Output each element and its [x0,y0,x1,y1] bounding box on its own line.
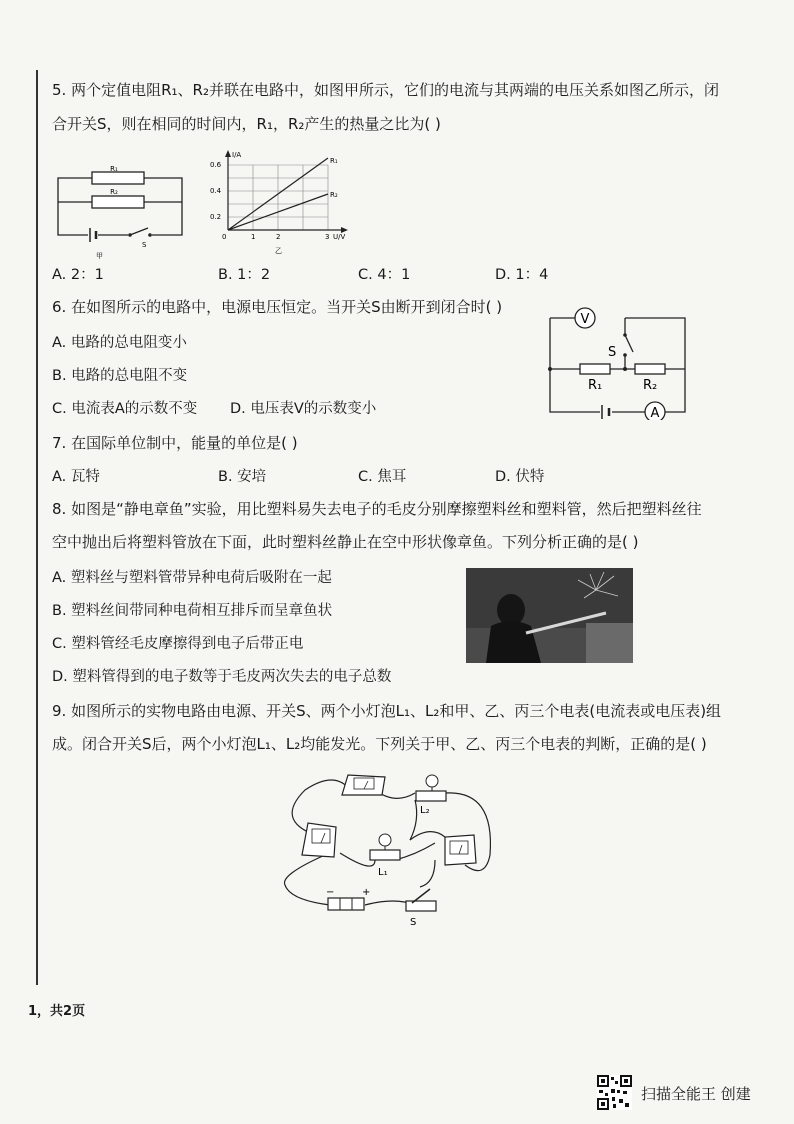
q7-line-1: 7. 在国际单位制中，能量的单位是( ) [52,434,298,452]
switch-icon [406,889,436,911]
yi-xtick-1: 2 [276,233,281,241]
static-octopus-photo [466,568,633,663]
q8-line-1: 8. 如图是“静电章鱼”实验，用比塑料易失去电子的毛皮分别摩擦塑料丝和塑料管，然后把塑料丝往 [52,500,702,518]
q6-option-b[interactable]: B. 电路的总电阻不变 [52,368,188,384]
voltmeter-label: V [580,312,590,327]
q6-option-c[interactable]: C. 电流表A的示数不变 [52,401,198,417]
q6-switch-lever [625,335,633,352]
q5-line-1: 5. 两个定值电阻R₁、R₂并联在电路中，如图甲所示，它们的电流与其两端的电压关系如图乙所示，闭 [52,81,719,99]
yi-ytick-2: 0.2 [210,213,222,221]
q6-r1-label: R₁ [588,378,603,393]
page-footer: 1，共2页 [28,1004,86,1019]
q7-option-a[interactable]: A. 瓦特 [52,469,100,485]
qr-code-icon [597,1075,632,1110]
bulb-l2-icon [416,775,446,801]
q6-option-d[interactable]: D. 电压表V的示数变小 [230,401,377,417]
yi-xtick-2: 3 [325,233,330,241]
jia-r1-label: R₁ [110,165,118,173]
meter-top [342,775,385,795]
q8-option-a[interactable]: A. 塑料丝与塑料管带异种电荷后吸附在一起 [52,570,332,586]
jia-r2-label: R₂ [110,188,118,196]
q6-figure [540,300,690,420]
meter-left [302,823,336,857]
q8-line-2: 空中抛出后将塑料管放在下面，此时塑料丝静止在空中形状像章鱼。下列分析正确的是( ) [52,533,639,551]
q9-l2-label: L₂ [420,805,430,816]
q7-option-d[interactable]: D. 伏特 [495,469,545,485]
jia-caption: 甲 [96,252,103,260]
q5-figure-jia [50,150,190,260]
q6-line-1: 6. 在如图所示的电路中，电源电压恒定。当开关S由断开到闭合时( ) [52,298,503,316]
q9-l1-label: L₁ [378,867,388,878]
q9-plus-label: + [362,887,371,898]
q9-minus-label: − [326,887,335,898]
margin-rule [36,70,38,985]
q8-option-d[interactable]: D. 塑料管得到的电子数等于毛皮两次失去的电子总数 [52,669,392,685]
yi-r1-label: R₁ [330,157,338,165]
jia-switch-label: S [142,241,147,249]
yi-ytick-1: 0.4 [210,187,222,195]
q5-line-2: 合开关S，则在相同的时间内，R₁，R₂产生的热量之比为( ) [52,115,441,133]
yi-r2-label: R₂ [330,191,338,199]
q9-line-1: 9. 如图所示的实物电路由电源、开关S、两个小灯泡L₁、L₂和甲、乙、丙三个电表(电流表或电压表)组 [52,702,722,720]
q6-option-a[interactable]: A. 电路的总电阻变小 [52,335,187,351]
yi-origin: 0 [222,233,227,241]
q9-line-2: 成。闭合开关S后，两个小灯泡L₁、L₂均能发光。下列关于甲、乙、丙三个电表的判断，正确的是( ) [52,735,707,753]
q5-option-d[interactable]: D. 1：4 [495,267,549,283]
battery-icon [328,898,364,910]
q7-option-c[interactable]: C. 焦耳 [358,469,407,485]
q7-option-b[interactable]: B. 安培 [218,469,267,485]
q5-option-a[interactable]: A. 2：1 [52,267,104,283]
ammeter-label: A [650,406,660,420]
yi-ylabel: I/A [232,151,242,159]
q6-switch-label: S [608,345,617,360]
yi-caption: 乙 [275,247,282,255]
q9-switch-label: S [410,917,417,928]
meter-right [445,835,476,865]
q5-figure-yi [205,148,355,263]
scanner-watermark: 扫描全能王 创建 [641,1085,751,1103]
q8-option-c[interactable]: C. 塑料管经毛皮摩擦得到电子后带正电 [52,636,304,652]
q8-option-b[interactable]: B. 塑料丝间带同种电荷相互排斥而呈章鱼状 [52,603,333,619]
bulb-l1-icon [370,834,400,860]
q9-figure [280,765,510,930]
q5-option-b[interactable]: B. 1：2 [218,267,271,283]
yi-xlabel: U/V [333,233,346,241]
yi-xtick-0: 1 [251,233,256,241]
yi-ytick-0: 0.6 [210,161,222,169]
q5-option-c[interactable]: C. 4：1 [358,267,411,283]
q6-r2-label: R₂ [643,378,658,393]
